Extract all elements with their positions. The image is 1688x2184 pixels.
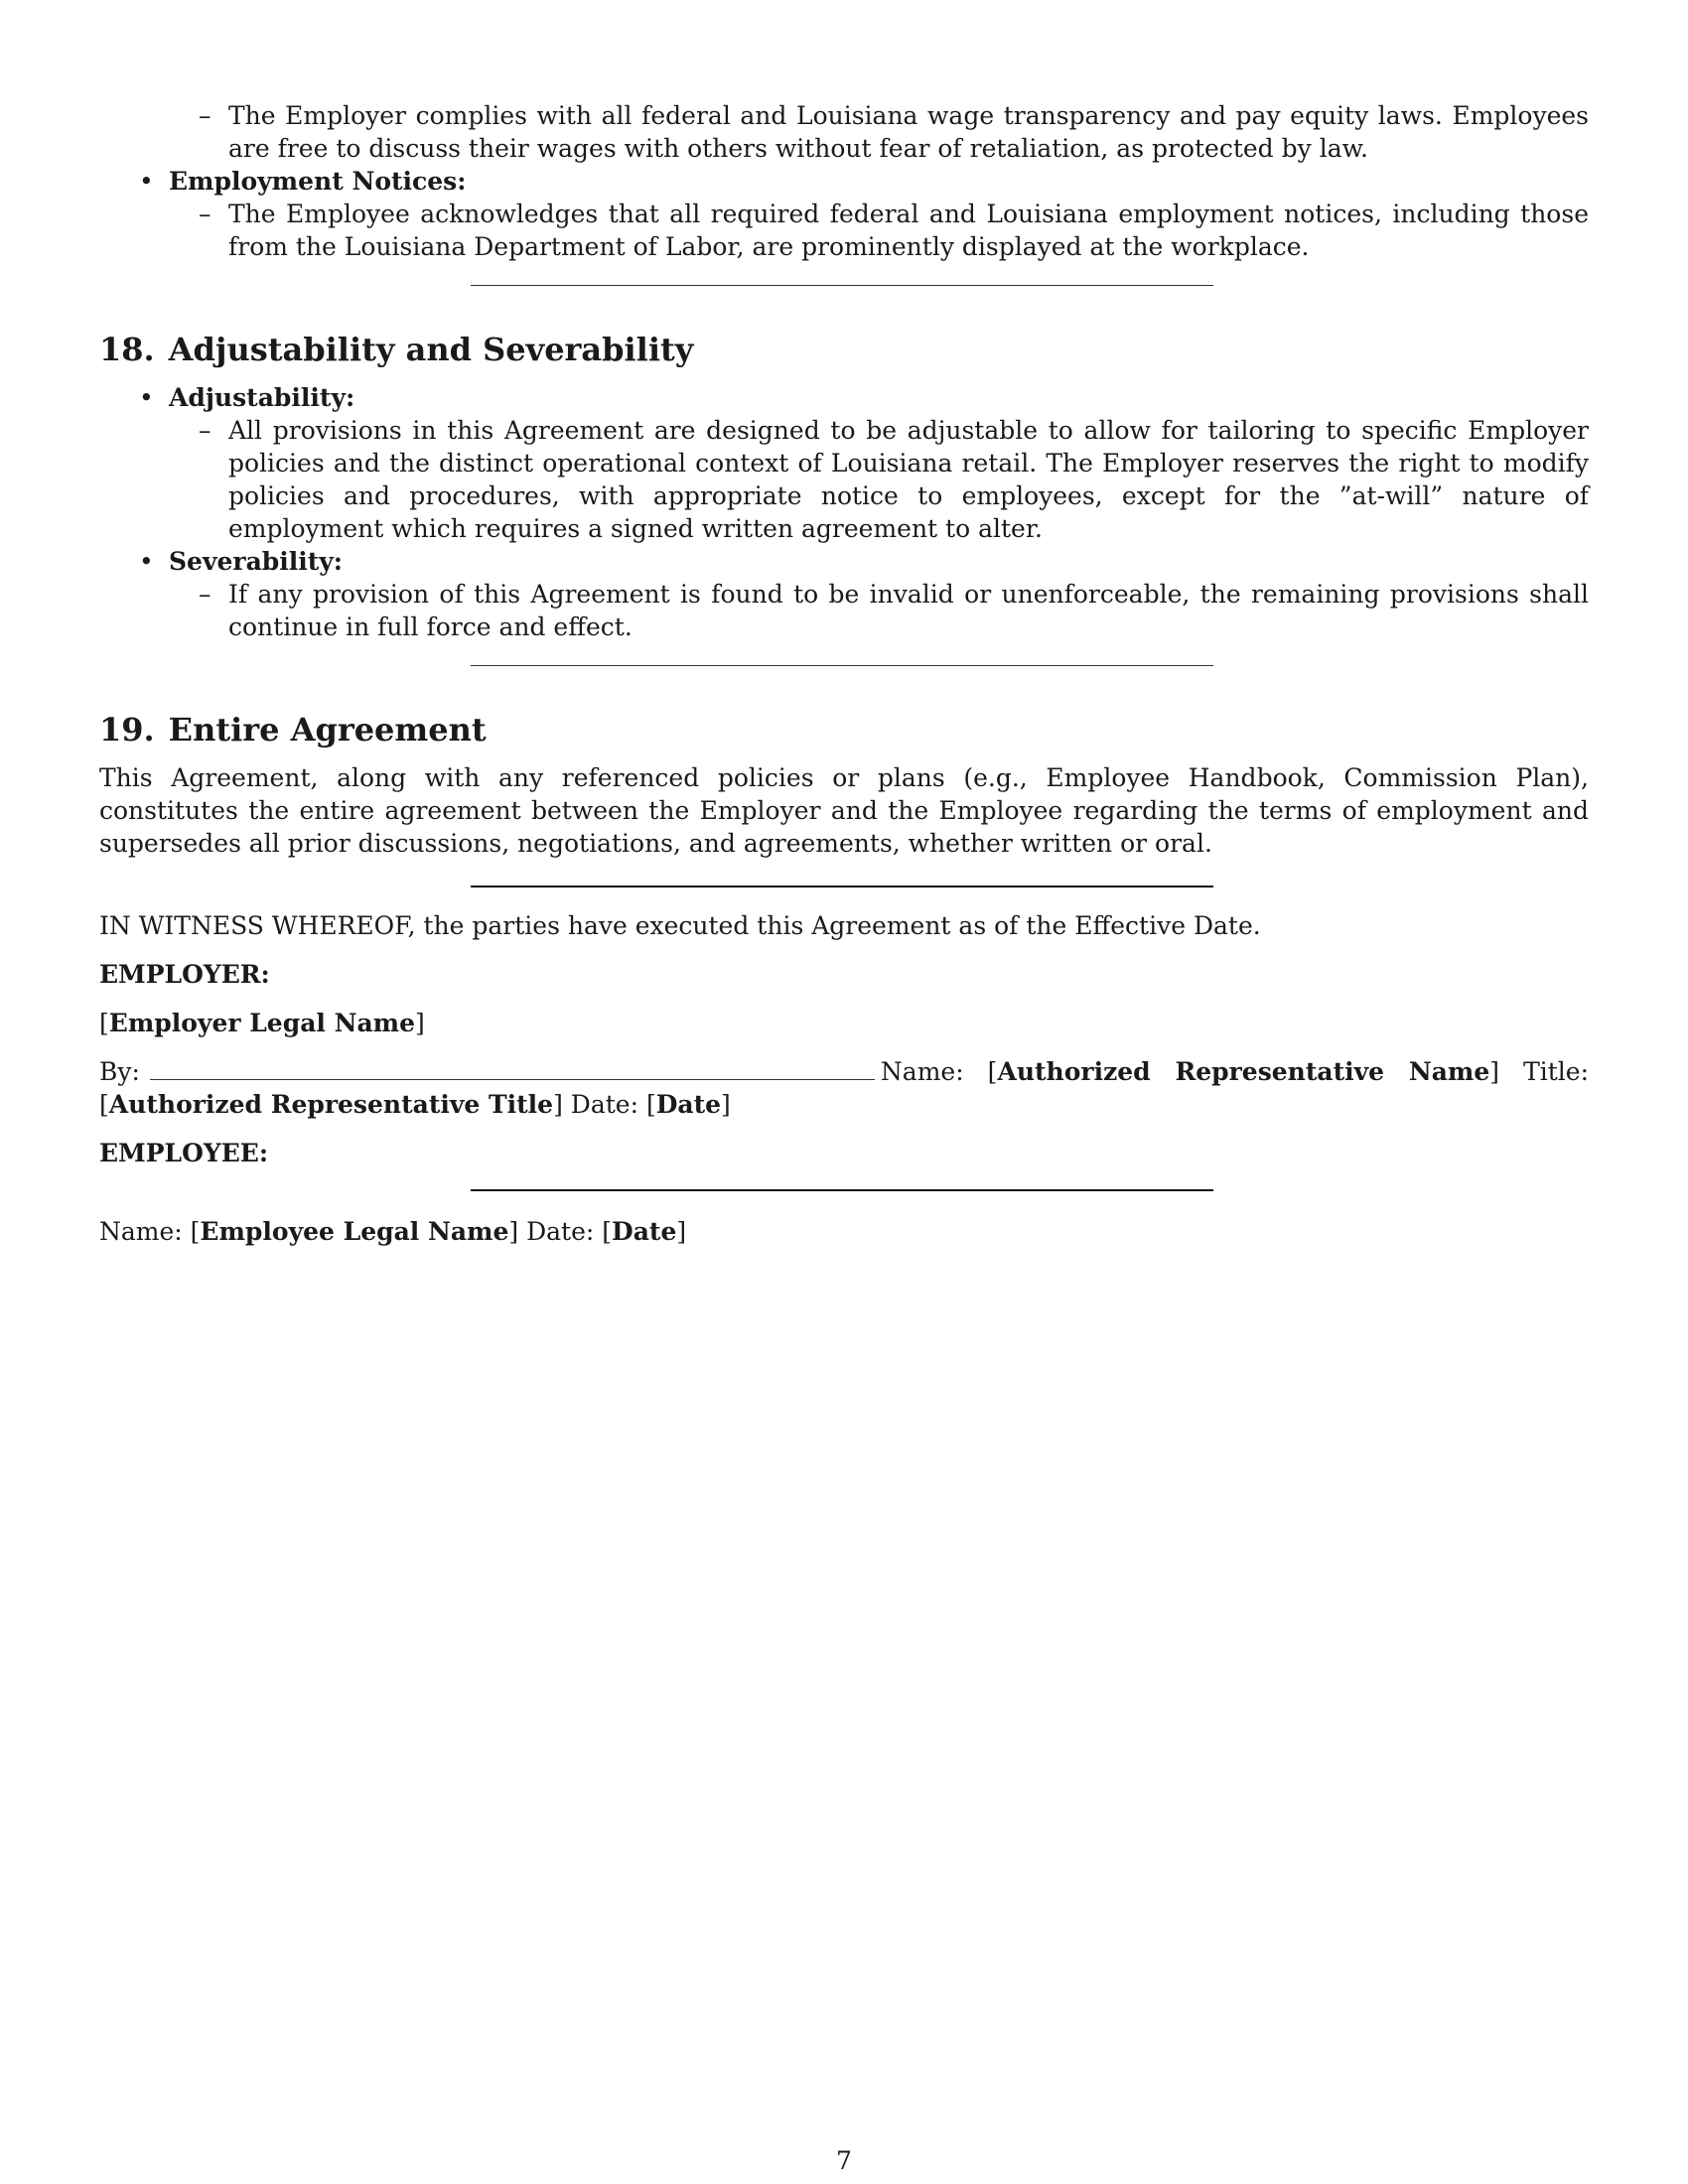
employer-heading: EMPLOYER: <box>99 960 270 989</box>
signature-divider <box>471 886 1213 887</box>
employee-name-block: Name: [Employee Legal Name] Date: [Date] <box>99 1217 687 1246</box>
by-label: By: <box>99 1057 140 1086</box>
document-page <box>99 99 1589 1248</box>
bullet-marker: • <box>139 547 154 576</box>
dash-marker: – <box>199 200 211 228</box>
page-number: 7 <box>836 2146 852 2175</box>
section-19-title: Entire Agreement <box>168 711 487 749</box>
section-18-heading <box>99 330 1589 369</box>
employer-signature-block: By: Name: [Authorized Representative Name] Title: [Authorized Representative Title] Date: [Date] <box>99 1057 1590 1119</box>
bullet-marker: • <box>139 383 154 412</box>
employer-signature-line[interactable] <box>150 1057 875 1080</box>
employer-legal-name: Employer Legal Name <box>108 1009 416 1037</box>
date-label: Date: <box>570 1090 638 1119</box>
section-divider <box>471 665 1213 666</box>
pay-equity-item <box>99 99 1589 165</box>
section-19-number: 19. <box>99 711 155 749</box>
employee-name-label: Name: <box>99 1217 183 1246</box>
employee-date-value: Date <box>612 1217 677 1246</box>
name-label: Name: <box>880 1057 964 1086</box>
employee-legal-name: Employee Legal Name <box>200 1217 509 1246</box>
severability-bullet <box>99 545 1589 578</box>
section-divider <box>471 285 1213 286</box>
severability-label: Severability: <box>169 547 344 576</box>
adjustability-text: All provisions in this Agreement are designed to be adjustable to allow for tailoring to specific Employer policies and the distinct operational context of Louisiana retail. The Employer reserves the right to modify policies and procedures, with appropriate notice to employees, except for the ”at-will” nature of employment which requires a signed written agreement to alter. <box>228 416 1589 543</box>
adjustability-item <box>99 414 1589 545</box>
dash-marker: – <box>199 416 211 445</box>
notices-text: The Employee acknowledges that all required federal and Louisiana employment notices, including those from the Louisiana Department of Labor, are prominently displayed at the workplace. <box>228 200 1589 261</box>
adjustability-bullet <box>99 381 1589 414</box>
witness-text: IN WITNESS WHEREOF, the parties have executed this Agreement as of the Effective Date. <box>99 911 1261 940</box>
rep-title: Authorized Representative Title <box>108 1090 554 1119</box>
pay-equity-text: The Employer complies with all federal and Louisiana wage transparency and pay equity laws. Employees are free to discuss their wages with others without fear of retaliation, as protected by law. <box>228 101 1589 163</box>
section-18-title: Adjustability and Severability <box>168 331 694 368</box>
severability-text: If any provision of this Agreement is found to be invalid or unenforceable, the remaining provisions shall continue in full force and effect. <box>228 580 1589 641</box>
employee-signature-line[interactable] <box>471 1189 1213 1191</box>
section-18-number: 18. <box>99 331 155 368</box>
severability-item <box>99 578 1589 643</box>
notices-item <box>99 198 1589 263</box>
dash-marker: – <box>199 101 211 130</box>
rep-name: Authorized Representative Name <box>997 1057 1490 1086</box>
dash-marker: – <box>199 580 211 609</box>
bullet-marker: • <box>139 167 154 196</box>
notices-bullet <box>99 165 1589 198</box>
notices-label: Employment Notices: <box>169 167 467 196</box>
section-19-heading <box>99 710 1589 750</box>
section-19-body: This Agreement, along with any referenced policies or plans (e.g., Employee Handbook, Commission Plan), constitutes the entire agreement between the Employer and the Employee regarding the terms of employment and supersedes all prior discussions, negotiations, and agreements, whether written or oral. <box>99 763 1589 858</box>
date-value: Date <box>655 1090 722 1119</box>
adjustability-label: Adjustability: <box>169 383 355 412</box>
employer-name-line: [Employer Legal Name] <box>99 1009 425 1037</box>
title-label: Title: <box>1523 1057 1590 1086</box>
employee-date-label: Date: <box>526 1217 595 1246</box>
employee-heading: EMPLOYEE: <box>99 1139 269 1167</box>
